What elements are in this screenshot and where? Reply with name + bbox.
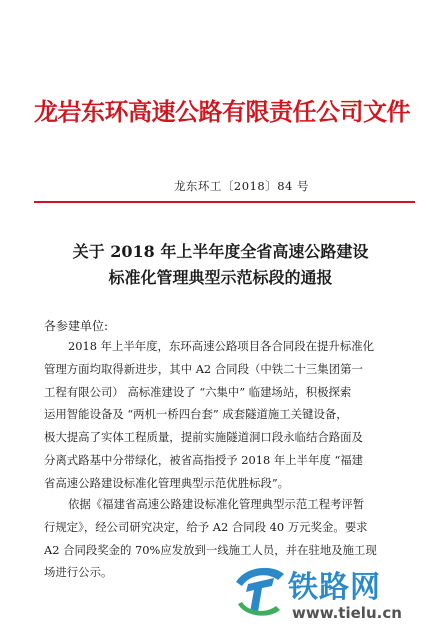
paragraph-line: 省高速公路建设标准化管理典型示范优胜标段”。 <box>44 475 290 490</box>
paragraph-line: 管理方面均取得新进步，其中 A2 合同段（中铁二十三集团第一 <box>44 361 363 376</box>
paragraph-line: 分离式路基中分带绿化，被省高指授予 2018 年上半年度 “福建 <box>44 452 364 467</box>
red-divider <box>34 201 415 203</box>
tielu-logo-icon <box>228 560 290 622</box>
tielu-watermark <box>228 560 438 632</box>
paragraph-1 <box>44 335 400 495</box>
paragraph-line: 工程有限公司） 高标准建设了 “六集中” 临建场站，积极探索 <box>44 384 352 399</box>
paragraph-line: A2 合同段奖金的 70%应发放到一线施工人员，并在驻地及施工现 <box>44 542 377 557</box>
paragraph-line: 行规定》，经公司研究决定，给予 A2 合同段 40 万元奖金。要求 <box>44 519 368 534</box>
salutation: 各参建单位: <box>44 319 109 333</box>
notice-title-line-2: 标准化管理典型示范标段的通报 <box>108 268 333 287</box>
letterhead-title: 龙岩东环高速公路有限责任公司文件 <box>34 98 410 126</box>
paragraph-line: 场进行公示。 <box>44 565 113 580</box>
watermark-site-url: www.tielu.cn <box>292 604 402 622</box>
paragraph-line: 极大提高了实体工程质量，提前实施隧道洞口段永临结合路面及 <box>44 430 363 445</box>
paragraph-line: 依据《福建省高速公路建设标准化管理典型示范工程考评暂 <box>68 497 365 511</box>
watermark-site-name: 铁路网 <box>288 570 381 605</box>
paragraph-line: 运用智能设备及 “两机一桥四台套” 成套隧道施工关键设备， <box>44 407 348 422</box>
paragraph-line: 2018 年上半年度，东环高速公路项目各合同段在提升标准化 <box>68 339 374 353</box>
document-number: 龙东环工〔2018〕84 号 <box>173 179 309 193</box>
notice-title-line-1: 关于 2018 年上半年度全省高速公路建设 <box>72 242 369 261</box>
